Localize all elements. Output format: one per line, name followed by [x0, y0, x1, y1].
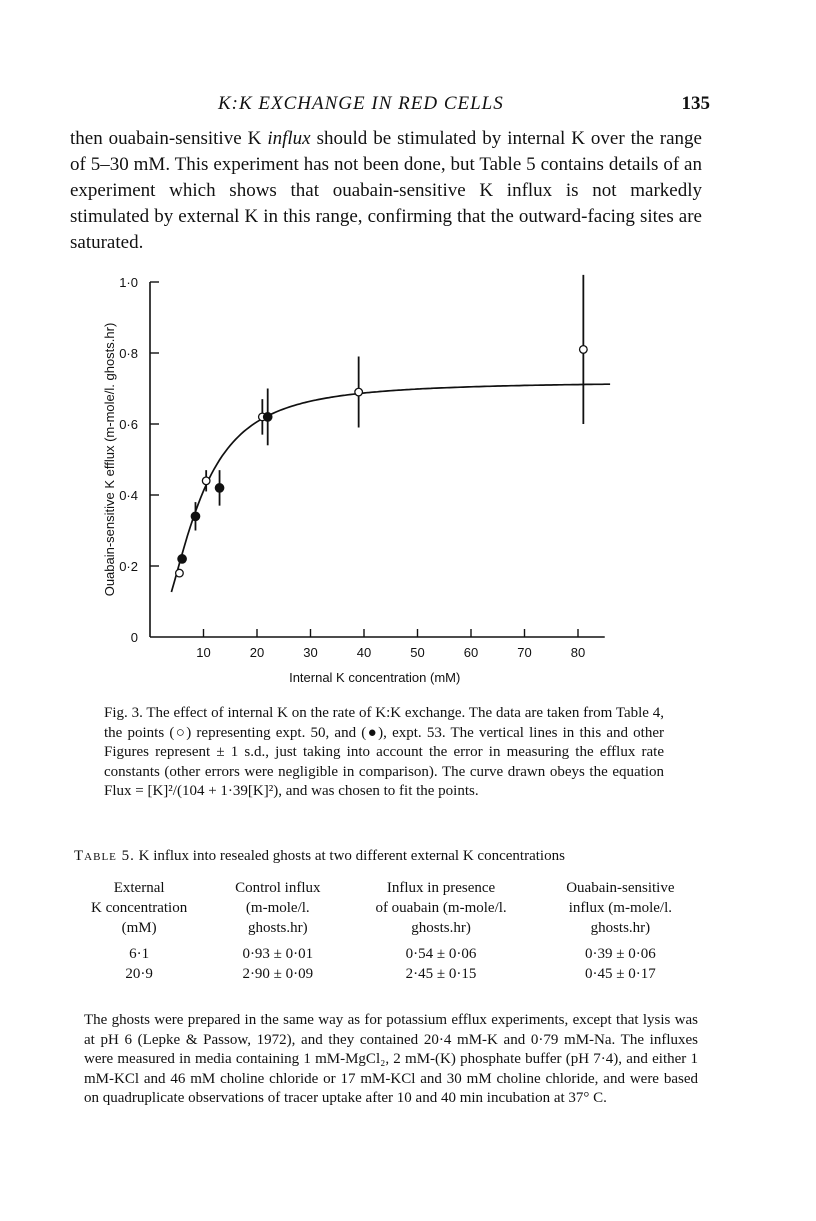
header-ouabain-influx: Influx in presence of ouabain (m-mole/l. ghosts.hr): [375, 880, 507, 936]
figure-caption: Fig. 3. The effect of internal K on the rate of K:K exchange. The data are taken from Table 4, the points (○) representing expt. 50, and (●), expt. 53. The vertical lines in this and other Figures represent ± 1 s.d., just taking into account the error in measuring the efflux rate constants (other errors were negligible in comparison). The curve drawn obeys the equation Flux = [K]²/(104 + 1·39[K]²), and was chosen to fit the points.: [104, 705, 664, 799]
efflux-chart: [100, 268, 620, 698]
page-number: 135: [681, 93, 710, 114]
intro-emphasis: influx: [267, 128, 311, 149]
table-row: [66, 940, 702, 964]
y-axis-label: Ouabain-sensitive K efflux (m-mole/l. ghosts.hr): [102, 322, 117, 597]
x-tick-label: 10: [196, 645, 211, 660]
y-tick-label: 0·2: [119, 559, 138, 574]
intro-text-start: then ouabain-sensitive K: [70, 128, 268, 149]
figure-3: [100, 268, 620, 698]
y-tick-label: 1·0: [119, 275, 138, 290]
table-cell: 0·54 ± 0·06: [405, 946, 477, 962]
y-tick-label: 0: [130, 630, 138, 645]
intro-paragraph: [70, 126, 702, 256]
header-control-influx: Control influx (m-mole/l. ghosts.hr): [235, 880, 321, 936]
header-external-k: External K concentration (mM): [91, 880, 188, 936]
methods-paragraph: The ghosts were prepared in the same way as for potassium efflux experiments, except that lysis was at pH 6 (Lepke & Passow, 1972), and they contained 20·4 mM-K and 0·79 mM-Na. The influxes were measured in media containing 1 mM-MgCl₂, 2 mM-(K) phosphate buffer (pH 7·4), and either 1 mM-KCl and 46 mM choline chloride or 17 mM-KCl and 30 mM choline chloride, and were based on quadruplicate observations of tracer uptake after 10 and 40 min incubation at 37° C.: [84, 1012, 698, 1106]
influx-table: [66, 876, 702, 984]
table-cell: 2·45 ± 0·15: [405, 966, 477, 982]
x-tick-label: 30: [303, 645, 318, 660]
x-tick-label: 60: [463, 645, 479, 660]
table-cell: 0·39 ± 0·06: [585, 946, 656, 962]
open-data-point: [202, 477, 210, 485]
table-cell: 0·45 ± 0·17: [585, 966, 656, 982]
open-data-point: [176, 569, 184, 577]
filled-data-point: [215, 484, 223, 492]
intro-text-end: should be stimulated by internal K over the range of 5–30 mM. This experiment has not been done, but Table 5 contains details of an experiment which shows that ouabain-sensitive K influx is not markedly stimulated by external K in this range, confirming that the outward-facing sites are saturated.: [70, 128, 702, 253]
open-data-point: [580, 346, 588, 354]
filled-data-point: [191, 512, 199, 520]
table-header-row: [66, 876, 702, 940]
open-data-point: [355, 388, 363, 396]
x-tick-label: 80: [570, 645, 586, 660]
x-tick-label: 20: [249, 645, 265, 660]
table-title: [74, 848, 714, 865]
header-ouabain-sensitive: Ouabain-sensitive influx (m-mole/l. ghosts.hr): [566, 880, 675, 936]
table-cell: 6·1: [129, 946, 150, 962]
x-tick-label: 40: [356, 645, 372, 660]
table-label: Table 5.: [74, 848, 135, 864]
table-cell: 0·93 ± 0·01: [242, 946, 314, 962]
table-title-text: K influx into resealed ghosts at two different external K concentrations: [138, 848, 565, 864]
filled-data-point: [264, 413, 272, 421]
y-tick-label: 0·4: [119, 488, 138, 503]
table-cell: 20·9: [125, 966, 153, 982]
page-header: [70, 93, 710, 119]
y-tick-label: 0·8: [119, 346, 138, 361]
x-tick-label: 70: [517, 645, 532, 660]
x-tick-label: 50: [410, 645, 425, 660]
filled-data-point: [178, 555, 186, 563]
fit-curve: [171, 384, 610, 592]
y-tick-label: 0·6: [119, 417, 138, 432]
x-axis-label: Internal K concentration (mM): [289, 670, 461, 685]
running-title: K:K EXCHANGE IN RED CELLS: [218, 93, 504, 114]
table-row: [66, 964, 702, 984]
table-cell: 2·90 ± 0·09: [242, 966, 314, 982]
